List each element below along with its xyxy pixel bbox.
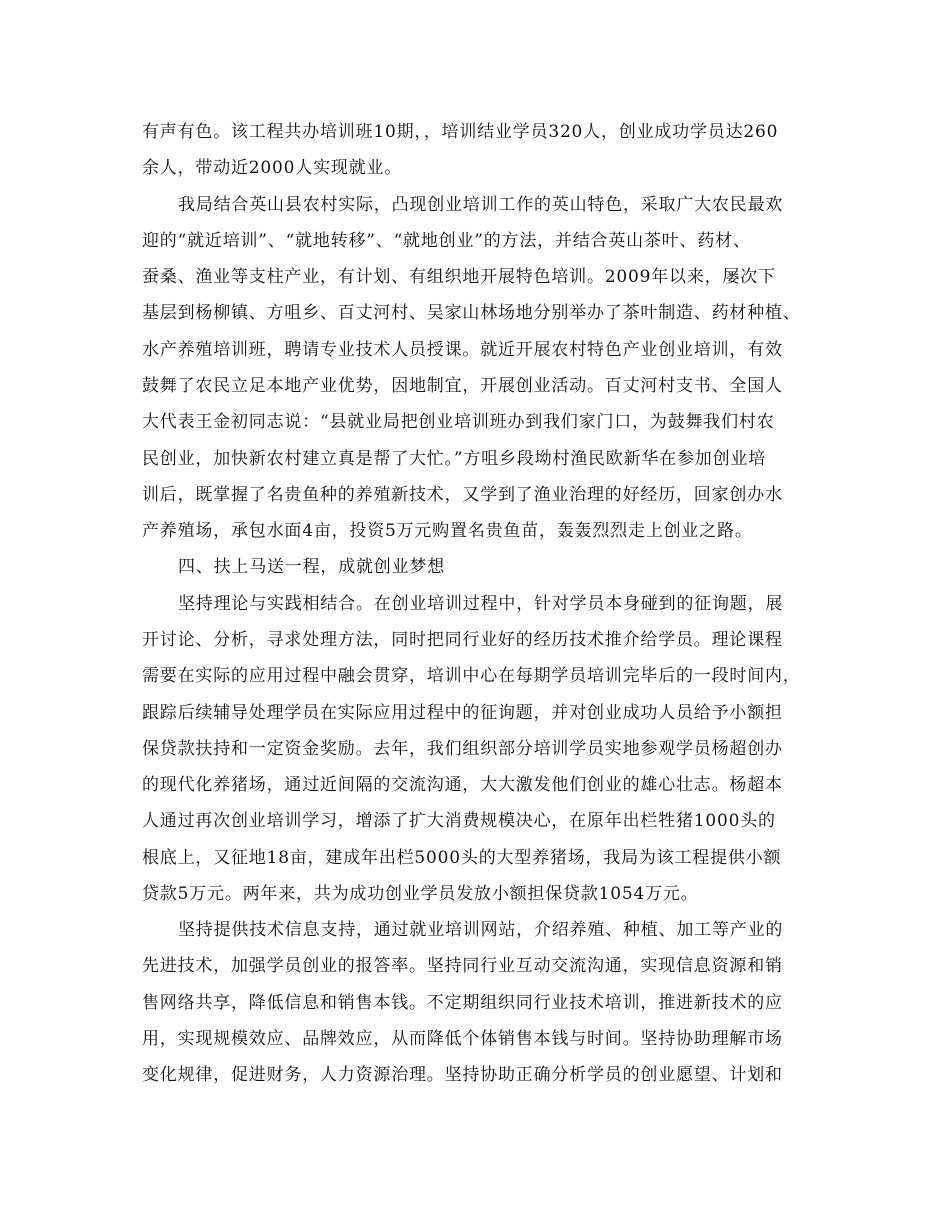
text-line: 售网络共享，降低信息和销售本钱。不定期组织同行业技术培训，推进新技术的应 (142, 993, 783, 1013)
text-line: 先进技术，加强学员创业的报答率。坚持同行业互动交流沟通，实现信息资源和销 (142, 956, 783, 976)
text-line: 的现代化养猪场，通过近间隔的交流沟通，大大激发他们创业的雄心壮志。杨超本 (142, 775, 783, 795)
text-line: 水产养殖培训班，聘请专业技术人员授课。就近开展农村特色产业创业培训，有效 (142, 340, 783, 360)
text-line: 保贷款扶持和一定资金奖励。去年，我们组织部分培训学员实地参观学员杨超创办 (142, 739, 783, 759)
text-line: 民创业，加快新农村建立真是帮了大忙。”方咀乡段坳村渔民欧新华在参加创业培 (142, 449, 766, 469)
text-line: 余人，带动近2000人实现就业。 (142, 158, 403, 178)
text-line: 有声有色。该工程共办培训班10期，，培训结业学员320人，创业成功学员达260 (142, 122, 779, 142)
text-line: 贷款5万元。两年来，共为成功创业学员发放小额担保贷款1054万元。 (142, 884, 699, 904)
text-line: 基层到杨柳镇、方咀乡、百丈河村、吴家山林场地分别举办了茶叶制造、药材种植、 (142, 303, 801, 323)
text-line: 跟踪后续辅导处理学员在实际应用过程中的征询题，并对创业成功人员给予小额担 (142, 703, 783, 723)
text-line: 根底上，又征地18亩，建成年出栏5000头的大型养猪场，我局为该工程提供小额 (142, 848, 782, 868)
text-line: 迎的“就近培训”、“就地转移”、“就地创业”的方法，并结合英山茶叶、药材、 (142, 231, 751, 251)
text-line: 开讨论、分析，寻求处理方法，同时把同行业好的经历技术推介给学员。理论课程 (142, 630, 783, 650)
text-line: 我局结合英山县农村实际，凸现创业培训工作的英山特色，采取广大农民最欢 (178, 195, 784, 215)
text-line: 鼓舞了农民立足本地产业优势，因地制宜，开展创业活动。百丈河村支书、全国人 (142, 376, 783, 396)
text-line: 用，实现规模效应、品牌效应，从而降低个体销售本钱与时间。坚持协助理解市场 (142, 1029, 783, 1049)
text-line: 大代表王金初同志说：“县就业局把创业培训班办到我们家门口，为鼓舞我们村农 (142, 412, 775, 432)
text-line: 坚持理论与实践相结合。在创业培训过程中，针对学员本身碰到的征询题，展 (178, 594, 784, 614)
text-line: 人通过再次创业培训学习，增添了扩大消费规模决心，在原年出栏牲猪1000头的 (142, 811, 776, 831)
text-line: 需要在实际的应用过程中融会贯穿，培训中心在每期学员培训完毕后的一段时间内， (142, 666, 801, 686)
text-line: 蚕桑、渔业等支柱产业，有计划、有组织地开展特色培训。2009年以来，屡次下 (142, 267, 776, 287)
text-line: 训后，既掌握了名贵鱼种的养殖新技术，又学到了渔业治理的好经历，回家创办水 (142, 485, 783, 505)
text-line: 变化规律，促进财务，人力资源治理。坚持协助正确分析学员的创业愿望、计划和 (142, 1065, 783, 1085)
section-heading: 四、扶上马送一程，成就创业梦想 (178, 557, 445, 577)
text-line: 产养殖场，承包水面4亩，投资5万元购置名贵鱼苗，轰轰烈烈走上创业之路。 (142, 521, 753, 541)
text-line: 坚持提供技术信息支持，通过就业培训网站，介绍养殖、种植、加工等产业的 (178, 920, 784, 940)
